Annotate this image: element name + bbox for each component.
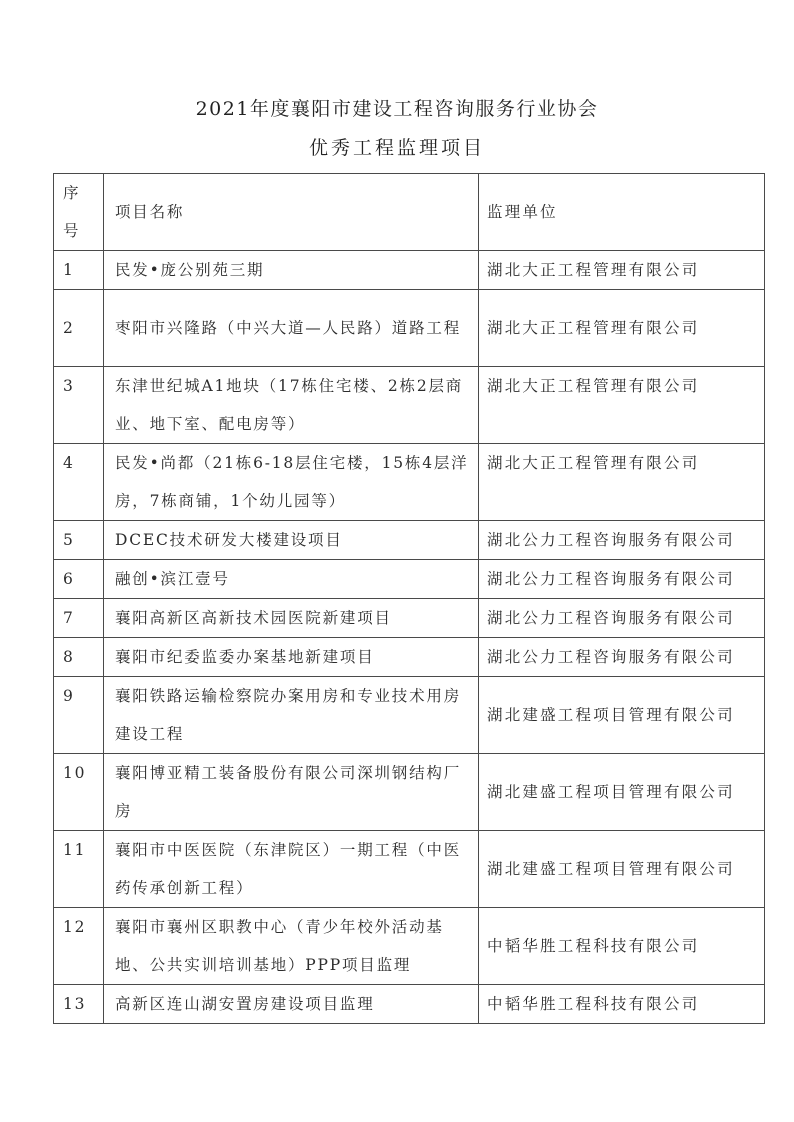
row-project-name: 襄阳市襄州区职教中心（青少年校外活动基地、公共实训培训基地）PPP项目监理 (104, 908, 479, 985)
row-supervisor: 中韬华胜工程科技有限公司 (479, 908, 765, 985)
row-project-name: 高新区连山湖安置房建设项目监理 (104, 985, 479, 1024)
document-subtitle: 优秀工程监理项目 (308, 137, 485, 159)
row-no: 10 (54, 754, 104, 831)
row-no: 11 (54, 831, 104, 908)
header-name: 项目名称 (104, 174, 479, 251)
table-row (54, 251, 765, 290)
row-project-name: 襄阳市中医医院（东津院区）一期工程（中医药传承创新工程） (104, 831, 479, 908)
table-row (54, 444, 765, 521)
table-row (54, 831, 765, 908)
row-supervisor: 湖北大正工程管理有限公司 (479, 367, 765, 444)
project-table (53, 173, 765, 1024)
row-supervisor: 中韬华胜工程科技有限公司 (479, 985, 765, 1024)
header-no: 序号 (54, 174, 104, 251)
row-no: 9 (54, 677, 104, 754)
table-row (54, 908, 765, 985)
row-no: 7 (54, 599, 104, 638)
row-supervisor: 湖北建盛工程项目管理有限公司 (479, 677, 765, 754)
document-title: 2021年度襄阳市建设工程咨询服务行业协会 (195, 98, 599, 120)
row-supervisor: 湖北公力工程咨询服务有限公司 (479, 638, 765, 677)
row-project-name: DCEC技术研发大楼建设项目 (104, 521, 479, 560)
row-supervisor: 湖北大正工程管理有限公司 (479, 444, 765, 521)
row-supervisor: 湖北建盛工程项目管理有限公司 (479, 831, 765, 908)
row-supervisor: 湖北公力工程咨询服务有限公司 (479, 521, 765, 560)
table-row (54, 560, 765, 599)
table-row (54, 638, 765, 677)
row-project-name: 东津世纪城A1地块（17栋住宅楼、2栋2层商业、地下室、配电房等） (104, 367, 479, 444)
row-project-name: 襄阳高新区高新技术园医院新建项目 (104, 599, 479, 638)
row-project-name: 襄阳博亚精工装备股份有限公司深圳钢结构厂房 (104, 754, 479, 831)
row-project-name: 襄阳市纪委监委办案基地新建项目 (104, 638, 479, 677)
table-row (54, 367, 765, 444)
header-unit: 监理单位 (479, 174, 765, 251)
row-no: 3 (54, 367, 104, 444)
table-row (54, 985, 765, 1024)
row-no: 13 (54, 985, 104, 1024)
row-supervisor: 湖北建盛工程项目管理有限公司 (479, 754, 765, 831)
row-supervisor: 湖北大正工程管理有限公司 (479, 251, 765, 290)
table-row (54, 521, 765, 560)
row-no: 2 (54, 290, 104, 367)
row-no: 6 (54, 560, 104, 599)
row-supervisor: 湖北大正工程管理有限公司 (479, 290, 765, 367)
row-supervisor: 湖北公力工程咨询服务有限公司 (479, 599, 765, 638)
row-no: 4 (54, 444, 104, 521)
table-row (54, 677, 765, 754)
row-project-name: 民发•尚都（21栋6-18层住宅楼，15栋4层洋房，7栋商铺，1个幼儿园等） (104, 444, 479, 521)
row-project-name: 融创•滨江壹号 (104, 560, 479, 599)
row-no: 12 (54, 908, 104, 985)
row-project-name: 襄阳铁路运输检察院办案用房和专业技术用房建设工程 (104, 677, 479, 754)
row-project-name: 民发•庞公别苑三期 (104, 251, 479, 290)
table-row (54, 599, 765, 638)
row-no: 5 (54, 521, 104, 560)
row-no: 8 (54, 638, 104, 677)
table-row (54, 290, 765, 367)
row-project-name: 枣阳市兴隆路（中兴大道—人民路）道路工程 (104, 290, 479, 367)
table-header-row (54, 174, 765, 251)
table-row (54, 754, 765, 831)
row-supervisor: 湖北公力工程咨询服务有限公司 (479, 560, 765, 599)
row-no: 1 (54, 251, 104, 290)
